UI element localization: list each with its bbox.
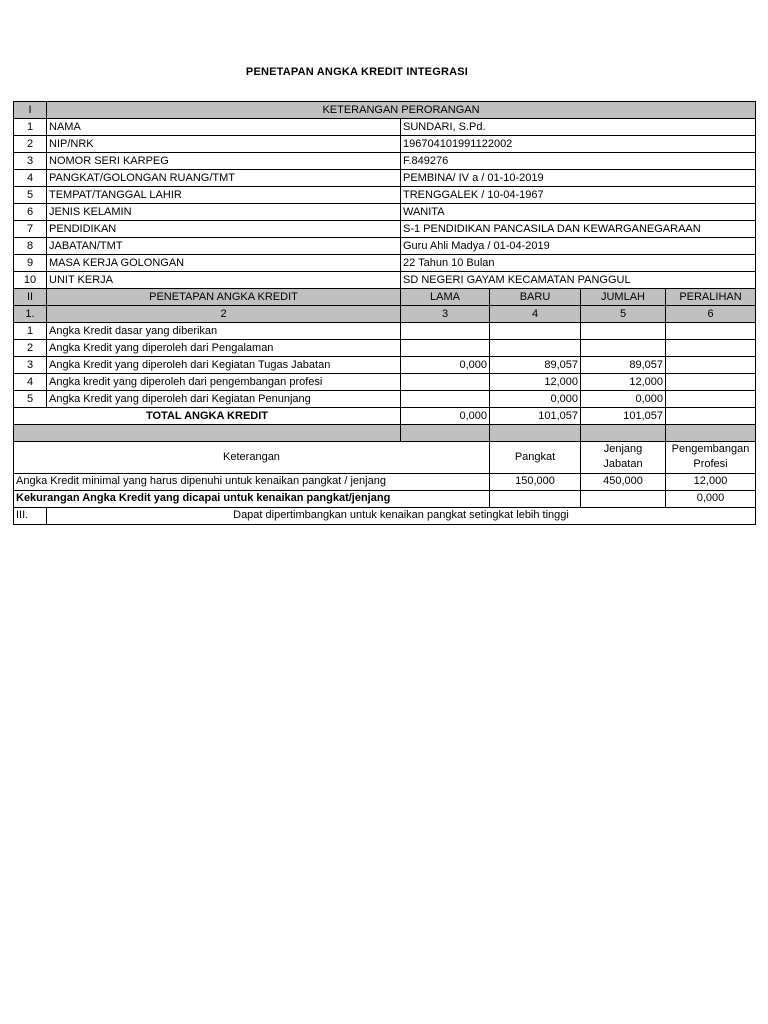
peralihan-value xyxy=(666,374,756,391)
minimal-jenjang: 450,000 xyxy=(581,473,666,490)
field-label: TEMPAT/TANGGAL LAHIR xyxy=(47,187,401,204)
section1-number: I xyxy=(14,102,47,119)
row-number: 1 xyxy=(14,119,47,136)
personal-info-row xyxy=(14,170,756,187)
field-label: UNIT KERJA xyxy=(47,272,401,289)
personal-info-row xyxy=(14,221,756,238)
lama-value xyxy=(401,340,490,357)
peralihan-value xyxy=(666,340,756,357)
row-number: 3 xyxy=(14,153,47,170)
field-label: MASA KERJA GOLONGAN xyxy=(47,255,401,272)
row-number: 2 xyxy=(14,340,47,357)
personal-info-row xyxy=(14,238,756,255)
jumlah-value: 12,000 xyxy=(581,374,666,391)
kekurangan-jenjang xyxy=(581,490,666,507)
field-value: TRENGGALEK / 10-04-1967 xyxy=(401,187,756,204)
column-number: 4 xyxy=(490,306,581,323)
baru-value: 0,000 xyxy=(490,391,581,408)
row-number: 6 xyxy=(14,204,47,221)
field-value: F.849276 xyxy=(401,153,756,170)
lama-value xyxy=(401,391,490,408)
lama-value xyxy=(401,374,490,391)
credit-label: Angka Kredit yang diperoleh dari Pengalaman xyxy=(47,340,401,357)
field-label: NIP/NRK xyxy=(47,136,401,153)
section3-text: Dapat dipertimbangkan untuk kenaikan pangkat setingkat lebih tinggi xyxy=(47,507,756,524)
credit-label: Angka kredit yang diperoleh dari pengembangan profesi xyxy=(47,374,401,391)
spacer-cell xyxy=(581,425,666,442)
column-number: 5 xyxy=(581,306,666,323)
field-value: SD NEGERI GAYAM KECAMATAN PANGGUL xyxy=(401,272,756,289)
total-peralihan xyxy=(666,408,756,425)
section2-heading: PENETAPAN ANGKA KREDIT xyxy=(47,289,401,306)
column-number: 6 xyxy=(666,306,756,323)
row-number: 9 xyxy=(14,255,47,272)
field-label: PENDIDIKAN xyxy=(47,221,401,238)
personal-info-row xyxy=(14,255,756,272)
section2-number: II xyxy=(14,289,47,306)
field-value: 196704101991122002 xyxy=(401,136,756,153)
section3-number: III. xyxy=(14,507,47,524)
peralihan-value xyxy=(666,357,756,374)
jenjang-header: Jenjang Jabatan xyxy=(581,442,666,474)
jumlah-value xyxy=(581,340,666,357)
baru-value xyxy=(490,323,581,340)
section3-row xyxy=(14,507,756,524)
total-row xyxy=(14,408,756,425)
row-number: 1 xyxy=(14,323,47,340)
peralihan-value xyxy=(666,391,756,408)
field-value: WANITA xyxy=(401,204,756,221)
pengembangan-header: Pengembangan Profesi xyxy=(666,442,756,474)
peralihan-value xyxy=(666,323,756,340)
kekurangan-label: Kekurangan Angka Kredit yang dicapai untuk kenaikan pangkat/jenjang xyxy=(14,490,490,507)
credit-label: Angka Kredit yang diperoleh dari Kegiatan Penunjang xyxy=(47,391,401,408)
row-number: 2 xyxy=(14,136,47,153)
column-header: LAMA xyxy=(401,289,490,306)
shortfall-row xyxy=(14,490,756,507)
credit-label: Angka Kredit dasar yang diberikan xyxy=(47,323,401,340)
personal-info-row xyxy=(14,153,756,170)
column-header: JUMLAH xyxy=(581,289,666,306)
lama-value xyxy=(401,323,490,340)
column-header: BARU xyxy=(490,289,581,306)
section1-heading: KETERANGAN PERORANGAN xyxy=(47,102,756,119)
field-label: JABATAN/TMT xyxy=(47,238,401,255)
credit-row xyxy=(14,357,756,374)
spacer-row xyxy=(14,425,756,442)
personal-info-row xyxy=(14,119,756,136)
row-number: 5 xyxy=(14,187,47,204)
row-number: 7 xyxy=(14,221,47,238)
row-number: 4 xyxy=(14,374,47,391)
spacer-cell xyxy=(401,425,490,442)
row-number: 5 xyxy=(14,391,47,408)
jumlah-value: 0,000 xyxy=(581,391,666,408)
document-title: PENETAPAN ANGKA KREDIT INTEGRASI xyxy=(245,66,469,78)
personal-info-row xyxy=(14,136,756,153)
total-baru: 101,057 xyxy=(490,408,581,425)
field-value: Guru Ahli Madya / 01-04-2019 xyxy=(401,238,756,255)
kekurangan-pengembangan: 0,000 xyxy=(666,490,756,507)
credit-row xyxy=(14,323,756,340)
minimal-pengembangan: 12,000 xyxy=(666,473,756,490)
total-lama: 0,000 xyxy=(401,408,490,425)
field-label: PANGKAT/GOLONGAN RUANG/TMT xyxy=(47,170,401,187)
kekurangan-pangkat xyxy=(490,490,581,507)
total-jumlah: 101,057 xyxy=(581,408,666,425)
credit-label: Angka Kredit yang diperoleh dari Kegiatan Tugas Jabatan xyxy=(47,357,401,374)
minimal-label: Angka Kredit minimal yang harus dipenuhi untuk kenaikan pangkat / jenjang xyxy=(14,473,490,490)
field-value: SUNDARI, S.Pd. xyxy=(401,119,756,136)
pangkat-header: Pangkat xyxy=(490,442,581,474)
field-label: NAMA xyxy=(47,119,401,136)
column-number: 3 xyxy=(401,306,490,323)
personal-info-row xyxy=(14,272,756,289)
row-number: 10 xyxy=(14,272,47,289)
baru-value: 89,057 xyxy=(490,357,581,374)
column-number: 1. xyxy=(14,306,47,323)
total-label: TOTAL ANGKA KREDIT xyxy=(14,408,401,425)
keterangan-header-row xyxy=(14,442,756,474)
credit-row xyxy=(14,340,756,357)
credit-score-table xyxy=(13,101,756,525)
column-header: PERALIHAN xyxy=(666,289,756,306)
jumlah-value: 89,057 xyxy=(581,357,666,374)
credit-row xyxy=(14,391,756,408)
keterangan-label: Keterangan xyxy=(14,442,490,474)
jumlah-value xyxy=(581,323,666,340)
field-value: S-1 PENDIDIKAN PANCASILA DAN KEWARGANEGARAAN xyxy=(401,221,756,238)
baru-value xyxy=(490,340,581,357)
row-number: 3 xyxy=(14,357,47,374)
section2-header-row xyxy=(14,289,756,306)
minimal-credit-row xyxy=(14,473,756,490)
column-numbering-row xyxy=(14,306,756,323)
lama-value: 0,000 xyxy=(401,357,490,374)
column-number: 2 xyxy=(47,306,401,323)
field-label: JENIS KELAMIN xyxy=(47,204,401,221)
minimal-pangkat: 150,000 xyxy=(490,473,581,490)
spacer-cell xyxy=(14,425,401,442)
row-number: 8 xyxy=(14,238,47,255)
field-value: PEMBINA/ IV a / 01-10-2019 xyxy=(401,170,756,187)
personal-info-row xyxy=(14,187,756,204)
baru-value: 12,000 xyxy=(490,374,581,391)
field-value: 22 Tahun 10 Bulan xyxy=(401,255,756,272)
section1-header-row xyxy=(14,102,756,119)
row-number: 4 xyxy=(14,170,47,187)
personal-info-row xyxy=(14,204,756,221)
credit-row xyxy=(14,374,756,391)
spacer-cell xyxy=(490,425,581,442)
spacer-cell xyxy=(666,425,756,442)
field-label: NOMOR SERI KARPEG xyxy=(47,153,401,170)
